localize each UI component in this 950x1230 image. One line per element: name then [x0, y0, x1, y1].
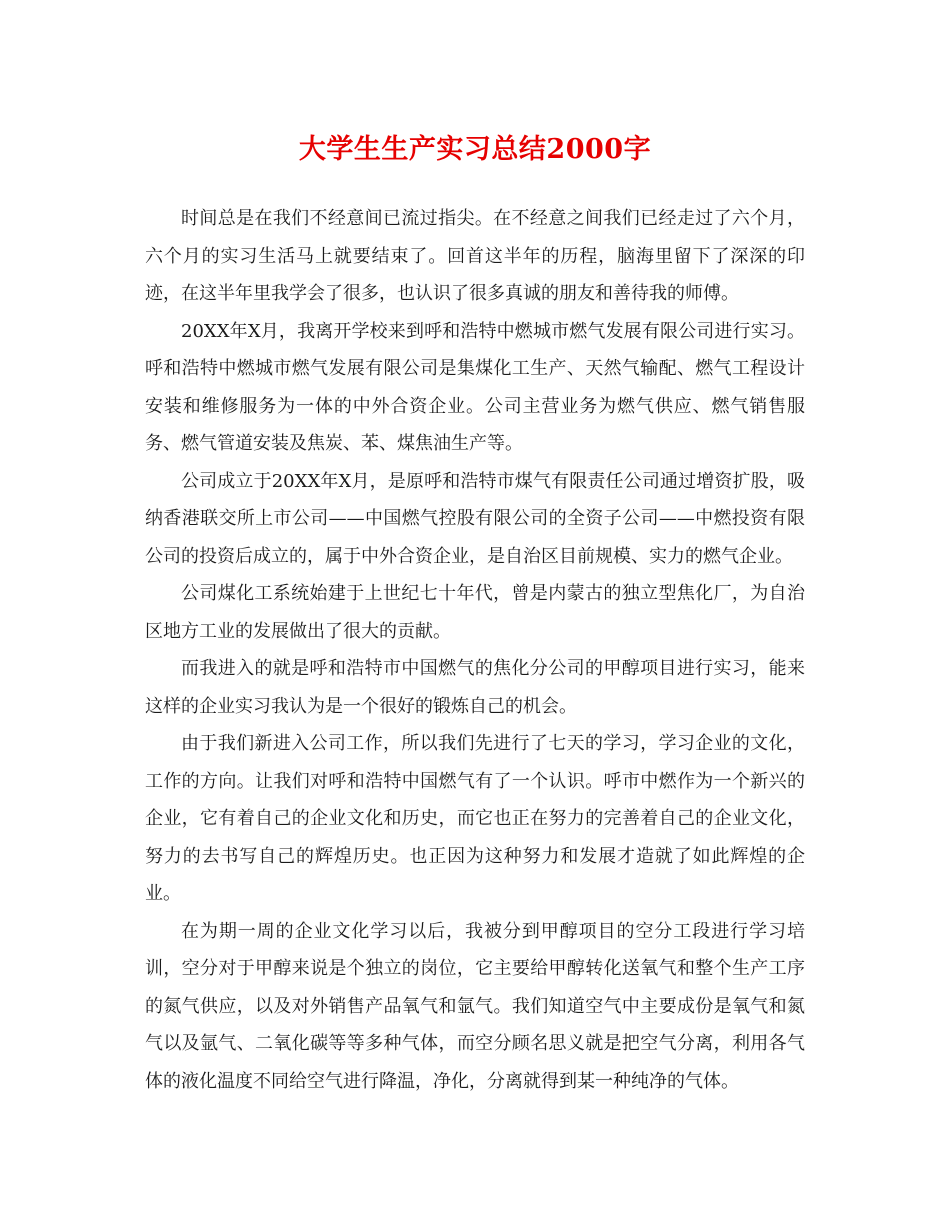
document-title: 大学生生产实习总结2000字 — [298, 134, 652, 165]
paragraph-2: 20XX年X月，我离开学校来到呼和浩特中燃城市燃气发展有限公司进行实习。呼和浩特中燃城市燃气发展有限公司是集煤化工生产、天然气输配、燃气工程设计安装和维修服务为一体的中外合资企业。公司主营业务为燃气供应、燃气销售服务、燃气管道安装及焦炭、苯、煤焦油生产等。 — [145, 320, 805, 454]
paragraph-5: 而我进入的就是呼和浩特市中国燃气的焦化分公司的甲醇项目进行实习，能来这样的企业实习我认为是一个很好的锻炼自己的机会。 — [145, 658, 805, 717]
paragraph-3: 公司成立于20XX年X月，是原呼和浩特市煤气有限责任公司通过增资扩股，吸纳香港联交所上市公司——中国燃气控股有限公司的全资子公司——中燃投资有限公司的投资后成立的，属于中外合资企业，是自治区目前规模、实力的燃气企业。 — [145, 470, 805, 567]
document-body — [145, 200, 805, 1100]
paragraph-1: 时间总是在我们不经意间已流过指尖。在不经意之间我们已经走过了六个月，六个月的实习生活马上就要结束了。回首这半年的历程，脑海里留下了深深的印迹，在这半年里我学会了很多，也认识了很多真诚的朋友和善待我的师傅。 — [145, 208, 805, 304]
paragraph-4: 公司煤化工系统始建于上世纪七十年代，曾是内蒙古的独立型焦化厂，为自治区地方工业的发展做出了很大的贡献。 — [145, 583, 805, 642]
paragraph-7: 在为期一周的企业文化学习以后，我被分到甲醇项目的空分工段进行学习培训，空分对于甲醇来说是个独立的岗位，它主要给甲醇转化送氧气和整个生产工序的氮气供应，以及对外销售产品氧气和氩气。我们知道空气中主要成份是氧气和氮气以及氩气、二氧化碳等等多种气体，而空分顾名思义就是把空气分离，利用各气体的液化温度不同给空气进行降温，净化，分离就得到某一种纯净的气体。 — [145, 920, 805, 1092]
paragraph-6: 由于我们新进入公司工作，所以我们先进行了七天的学习，学习企业的文化，工作的方向。让我们对呼和浩特中国燃气有了一个认识。呼市中燃作为一个新兴的企业，它有着自己的企业文化和历史，而它也正在努力的完善着自己的企业文化，努力的去书写自己的辉煌历史。也正因为这种努力和发展才造就了如此辉煌的企业。 — [145, 733, 805, 904]
